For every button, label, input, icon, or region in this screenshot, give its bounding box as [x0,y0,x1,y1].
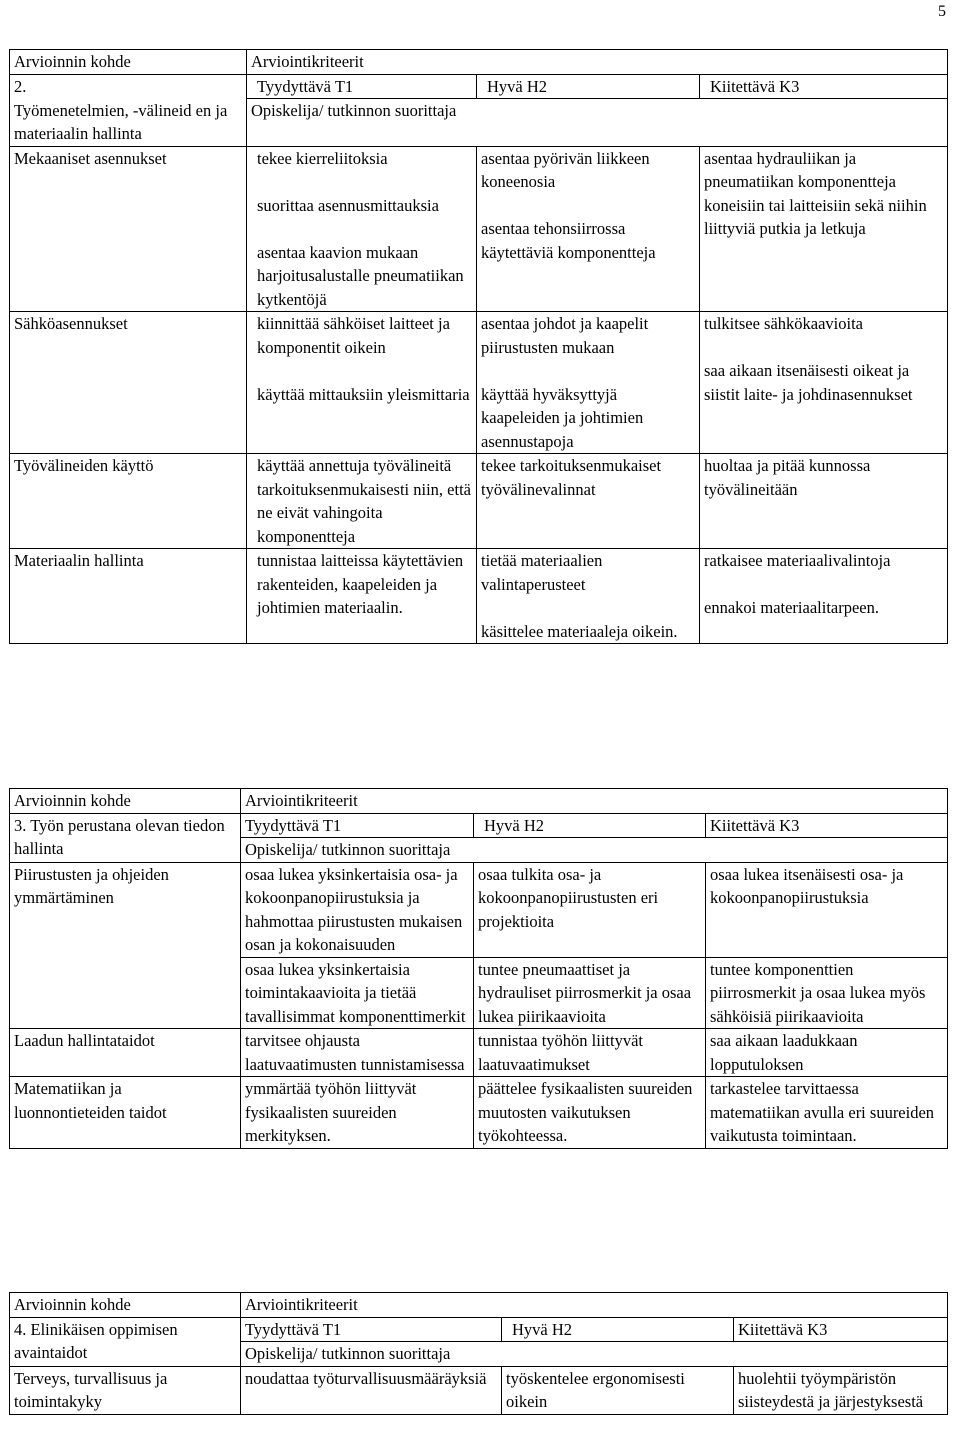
criterion-text: ratkaisee materiaalivalintoja [704,551,891,570]
row-label: Työvälineiden käyttö [10,454,247,549]
t1-cell: osaa lukea yksinkertaisia toimintakaavioita ja tietää tavallisimmat komponenttimerkit [241,957,474,1029]
level-t1: Tyydyttävä T1 [241,1317,502,1342]
table-row [10,146,948,312]
h2-cell: tunnistaa työhön liittyvät laatuvaatimukset [474,1029,706,1077]
section-title: 3. Työn perustana olevan tiedon hallinta [10,813,241,862]
header-kohde: Arvioinnin kohde [10,1293,241,1318]
h2-cell [477,312,700,454]
level-k3: Kiitettävä K3 [734,1317,948,1342]
k3-cell: tuntee komponenttien piirrosmerkit ja osaa lukea myös sähköisiä piirikaavioita [706,957,948,1029]
opiskelija-label: Opiskelija/ tutkinnon suorittaja [247,99,948,147]
t1-cell: ymmärtää työhön liittyvät fysikaalisten suureiden merkityksen. [241,1077,474,1149]
row-label: Laadun hallintataidot [10,1029,241,1077]
header-kriteerit: Arviointikriteerit [241,789,948,814]
t1-cell [247,312,477,454]
table-row [10,862,948,957]
criterion-text: käyttää annettuja työvälineitä tarkoituksenmukaisesti niin, että ne eivät vahingoita komponentteja [257,456,472,546]
level-k3: Kiitettävä K3 [706,813,948,838]
title-row [10,99,948,147]
table-row [10,549,948,644]
section-title: Työmenetelmien, -välineid en ja materiaalin hallinta [10,99,247,147]
h2-cell: tuntee pneumaattiset ja hydrauliset piirrosmerkit ja osaa lukea piirikaavioita [474,957,706,1029]
criterion-text: tunnistaa laitteissa käytettävien rakenteiden, kaapeleiden ja johtimien materiaalin. [257,551,464,617]
t1-cell [247,146,477,312]
criterion-text: ennakoi materiaalitarpeen. [704,598,879,617]
criterion-text: tekee kierreliitoksia [257,148,388,168]
t1-cell [247,549,477,644]
table-row [10,1077,948,1149]
h2-cell [477,454,700,549]
k3-cell: tarkastelee tarvittaessa matematiikan avulla eri suureiden vaikutusta toimintaan. [706,1077,948,1149]
criterion-text: tietää materiaalien valintaperusteet [481,551,603,594]
criterion-text: tekee tarkoituksenmukaiset työvälinevalinnat [481,456,662,499]
table-row [10,312,948,454]
criteria-table-section-4 [9,1292,948,1415]
k3-cell [700,549,948,644]
criterion-text: käyttää hyväksyttyjä kaapeleiden ja johtimien asennustapoja [481,384,644,451]
row-label: Materiaalin hallinta [10,549,247,644]
h2-cell: työskentelee ergonomisesti oikein [502,1366,734,1414]
k3-cell: saa aikaan laadukkaan lopputuloksen [706,1029,948,1077]
table-row [10,1029,948,1077]
row-label: Matematiikan ja luonnontieteiden taidot [10,1077,241,1149]
header-kriteerit: Arviointikriteerit [247,50,948,75]
criterion-text: tulkitsee sähkökaavioita [704,314,863,333]
h2-cell: osaa tulkita osa- ja kokoonpanopiirustusten eri projektioita [474,862,706,957]
header-row [10,789,948,814]
t1-cell [247,454,477,549]
header-kriteerit: Arviointikriteerit [241,1293,948,1318]
criterion-text: kiinnittää sähköiset laitteet ja komponentit oikein [257,314,450,357]
criterion-text: asentaa kaavion mukaan harjoitusalustalle pneumatiikan kytkentöjä [257,242,464,309]
criteria-table-section-2 [9,49,948,644]
criterion-text: käyttää mittauksiin yleismittaria [257,384,470,404]
criterion-text: asentaa pyörivän liikkeen koneenosia [481,148,650,191]
criterion-text: asentaa hydrauliikan ja pneumatiikan komponentteja koneisiin tai laitteisiin sekä niihin liittyviä putkia ja letkuja [704,148,927,238]
row-label: Mekaaniset asennukset [10,146,247,312]
level-row [10,813,948,838]
level-h2: Hyvä H2 [474,813,706,838]
level-h2: Hyvä H2 [477,74,700,99]
k3-cell: huolehtii työympäristön siisteydestä ja järjestyksestä [734,1366,948,1414]
criteria-table-section-3 [9,788,948,1149]
k3-cell [700,454,948,549]
level-t1: Tyydyttävä T1 [241,813,474,838]
level-k3: Kiitettävä K3 [700,74,948,99]
criterion-text: käsittelee materiaaleja oikein. [481,621,678,641]
t1-cell: noudattaa työturvallisuusmääräyksiä [241,1366,502,1414]
section-title: 4. Elinikäisen oppimisen avaintaidot [10,1317,241,1366]
level-h2: Hyvä H2 [502,1317,734,1342]
k3-cell [700,146,948,312]
level-row [10,1317,948,1342]
row-label: Piirustusten ja ohjeiden ymmärtäminen [10,862,241,1029]
criterion-text: suorittaa asennusmittauksia [257,195,439,215]
criterion-text: asentaa johdot ja kaapelit piirustusten mukaan [481,314,649,357]
level-row [10,74,948,99]
level-t1: Tyydyttävä T1 [247,74,477,99]
opiskelija-label: Opiskelija/ tutkinnon suorittaja [241,1342,948,1367]
criterion-text: huoltaa ja pitää kunnossa työvälineitään [704,456,871,499]
table-row [10,1366,948,1414]
row-label: Sähköasennukset [10,312,247,454]
criterion-text: asentaa tehonsiirrossa käytettäviä komponentteja [481,219,656,262]
header-row [10,1293,948,1318]
k3-cell [700,312,948,454]
table-row [10,454,948,549]
criterion-text: saa aikaan itsenäisesti oikeat ja siistit laite- ja johdinasennukset [704,361,913,404]
section-number: 2. [10,74,247,99]
header-kohde: Arvioinnin kohde [10,50,247,75]
row-label: Terveys, turvallisuus ja toimintakyky [10,1366,241,1414]
k3-cell: osaa lukea itsenäisesti osa- ja kokoonpanopiirustuksia [706,862,948,957]
header-kohde: Arvioinnin kohde [10,789,241,814]
h2-cell [477,549,700,644]
page-number: 5 [938,3,946,20]
h2-cell [477,146,700,312]
header-row [10,50,948,75]
t1-cell: osaa lukea yksinkertaisia osa- ja kokoonpanopiirustuksia ja hahmottaa piirustusten mukaisen osan ja kokonaisuuden [241,862,474,957]
t1-cell: tarvitsee ohjausta laatuvaatimusten tunnistamisessa [241,1029,474,1077]
opiskelija-label: Opiskelija/ tutkinnon suorittaja [241,838,948,863]
h2-cell: päättelee fysikaalisten suureiden muutosten vaikutuksen työkohteessa. [474,1077,706,1149]
